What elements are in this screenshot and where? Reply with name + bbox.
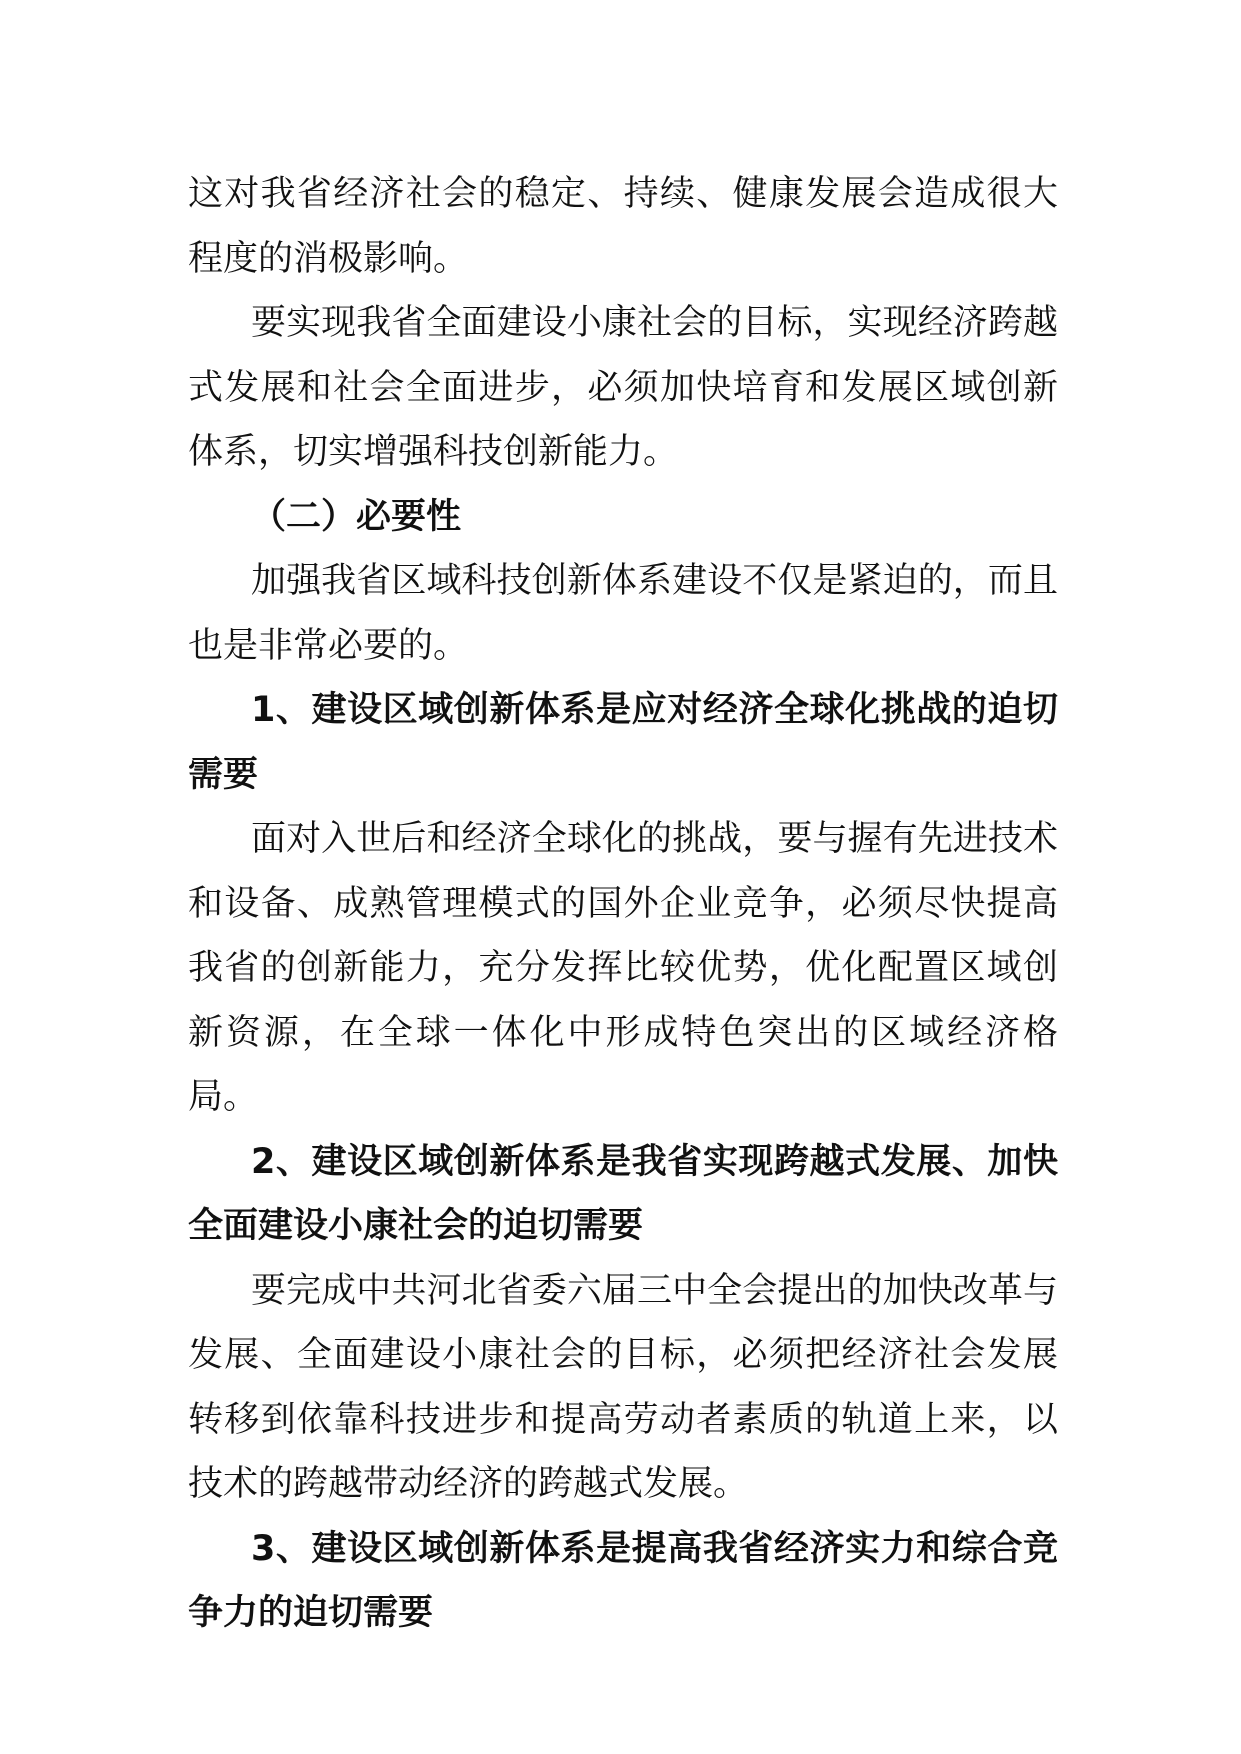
paragraph-globalization: 面对入世后和经济全球化的挑战，要与握有先进技术和设备、成熟管理模式的国外企业竞争，必须尽快提高我省的创新能力，充分发挥比较优势，优化配置区域创新资源，在全球一体化中形成特色突出的区域经济格局。	[188, 819, 1058, 1117]
subheading-3-competitiveness: 3、建设区域创新体系是提高我省经济实力和综合竞争力的迫切需要	[188, 1528, 1058, 1633]
paragraph-leapfrog-development: 要完成中共河北省委六届三中全会提出的加快改革与发展、全面建设小康社会的目标，必须把经济社会发展转移到依靠科技进步和提高劳动者素质的轨道上来，以技术的跨越带动经济的跨越式发展。	[188, 1270, 1058, 1504]
paragraph-innovation-goal: 要实现我省全面建设小康社会的目标，实现经济跨越式发展和社会全面进步，必须加快培育和发展区域创新体系，切实增强科技创新能力。	[188, 303, 1058, 472]
paragraph-impact-conclusion: 这对我省经济社会的稳定、持续、健康发展会造成很大程度的消极影响。	[188, 174, 1058, 279]
paragraph-necessity-intro: 加强我省区域科技创新体系建设不仅是紧迫的，而且也是非常必要的。	[188, 561, 1058, 666]
document-page	[188, 162, 1058, 1646]
section-heading-necessity: （二）必要性	[251, 496, 462, 537]
subheading-2-leapfrog-development: 2、建设区域创新体系是我省实现跨越式发展、加快全面建设小康社会的迫切需要	[188, 1141, 1058, 1246]
subheading-1-globalization: 1、建设区域创新体系是应对经济全球化挑战的迫切需要	[188, 690, 1058, 795]
